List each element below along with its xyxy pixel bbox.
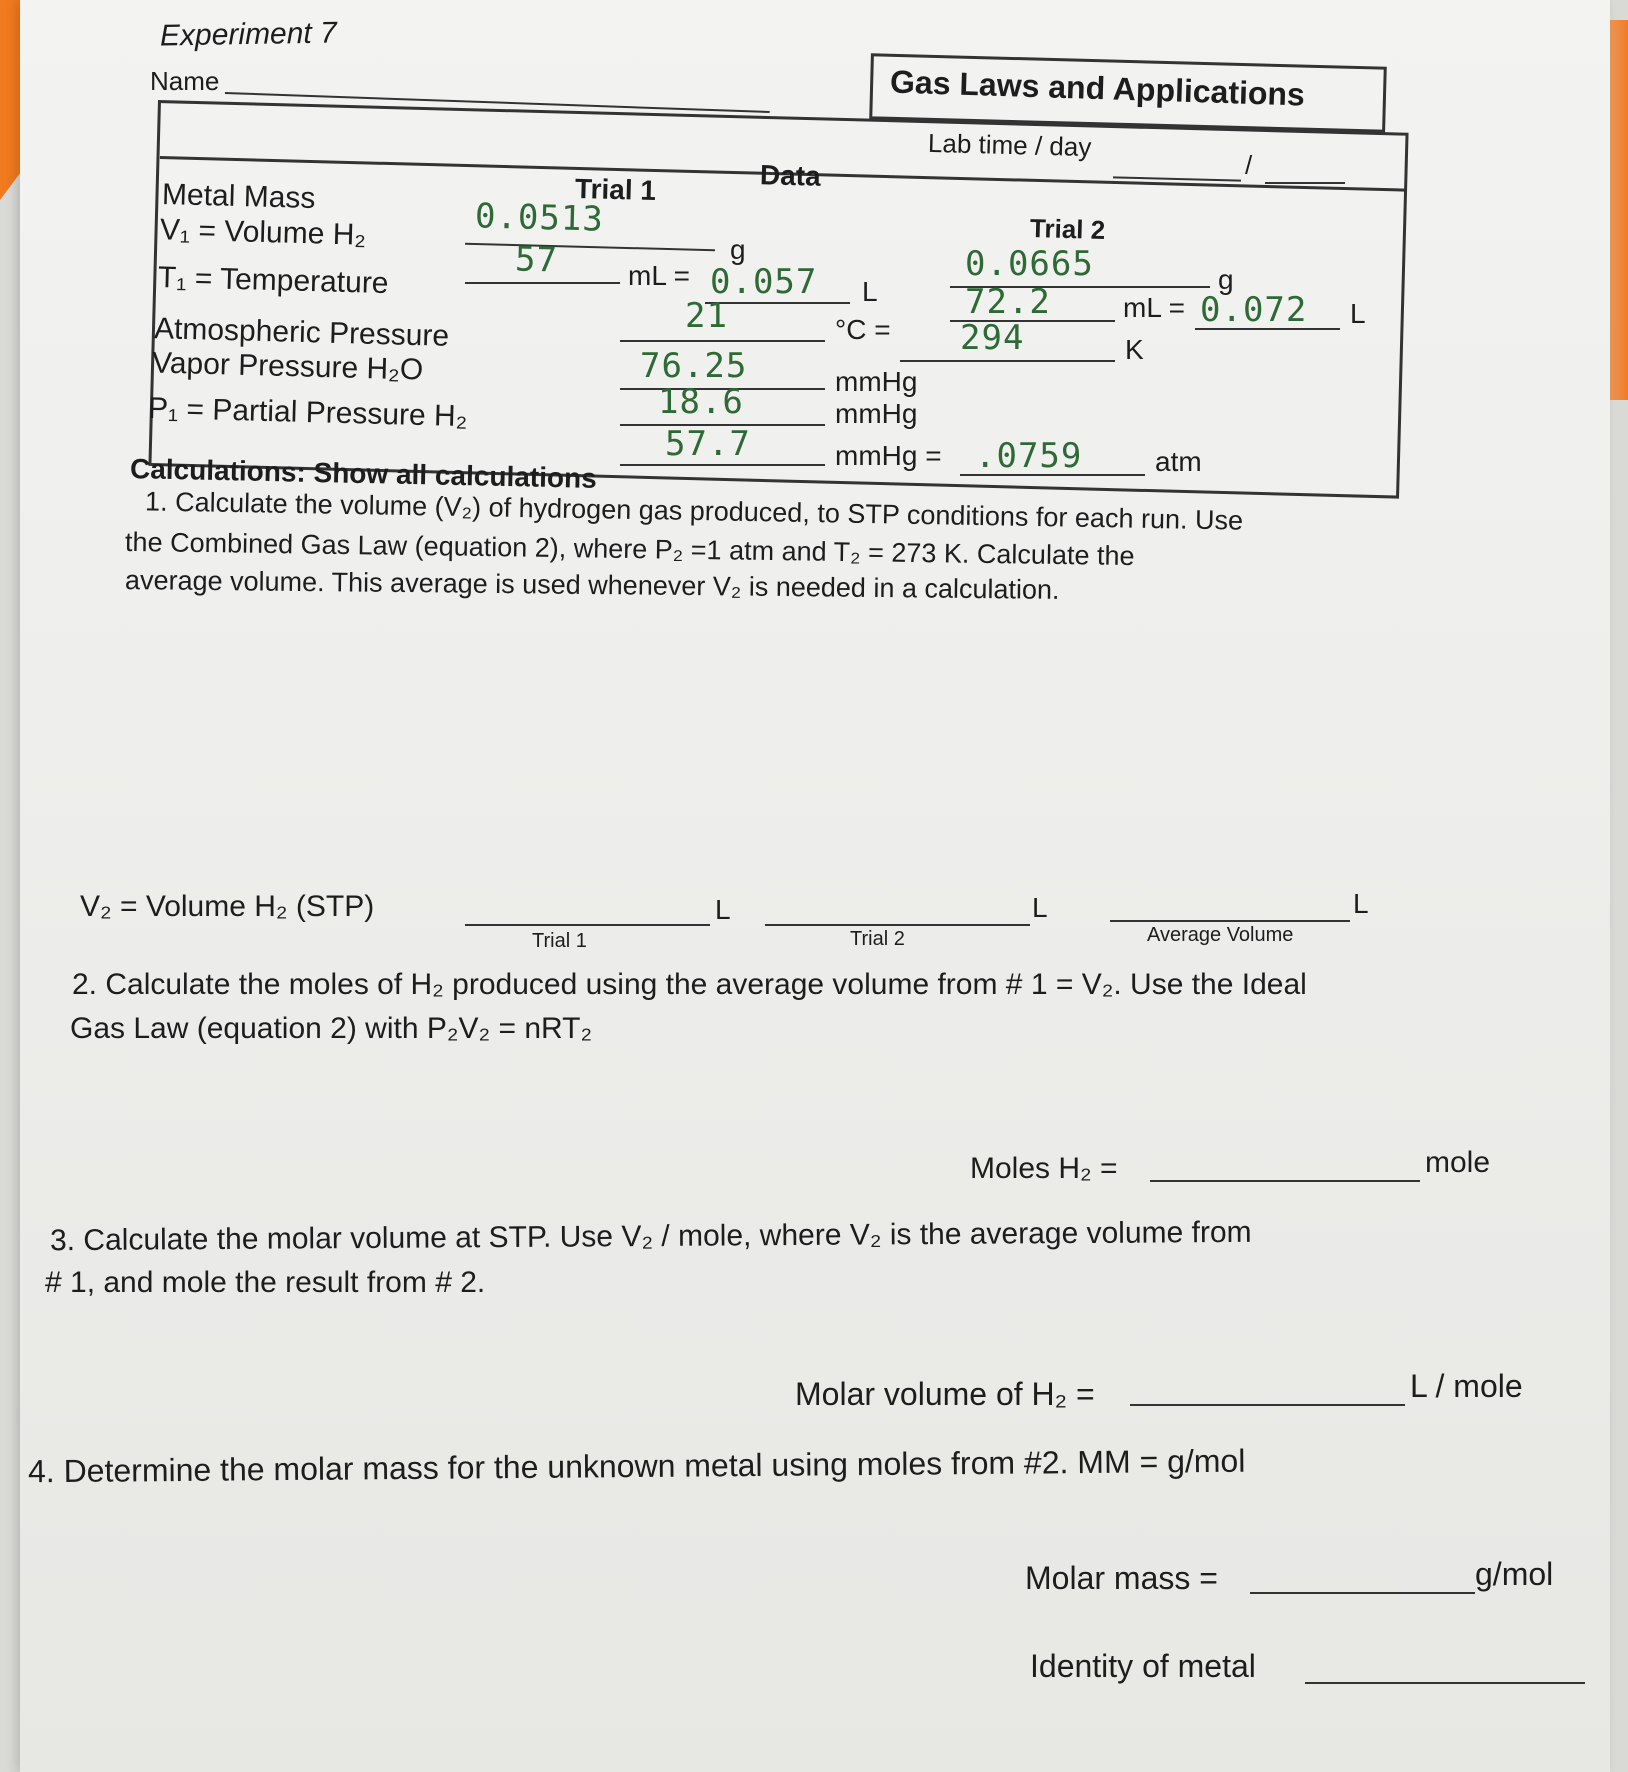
partial-pressure-label: P₁ = Partial Pressure H₂ — [147, 391, 468, 434]
molar-volume-label: Molar volume of H₂ = — [795, 1376, 1095, 1412]
trial2-ml-eq: mL = — [1123, 292, 1185, 323]
molar-mass-unit: g/mol — [1475, 1556, 1554, 1592]
atm-label: atm — [1155, 446, 1202, 477]
temperature-label: T₁ = Temperature — [157, 260, 389, 301]
v2-average-unit: L — [1353, 888, 1369, 919]
lab-time-separator: / — [1245, 150, 1253, 180]
metal-mass-label: Metal Mass — [161, 177, 316, 216]
v2-label: V₂ = Volume H₂ (STP) — [80, 890, 375, 923]
trial2-volume-l: 0.072 — [1200, 290, 1308, 330]
trial2-volume-l-field[interactable] — [1195, 328, 1340, 330]
q2-line1: 2. Calculate the moles of H₂ produced using the average volume from # 1 = V₂. Use the Ideal — [72, 968, 1307, 1001]
trial1-vapor-unit: mmHg — [835, 398, 918, 429]
atm-pressure-label: Atmospheric Pressure — [153, 312, 450, 353]
trial1-volume-ml: 57 — [514, 239, 559, 281]
q1-line3: average volume. This average is used whenever V₂ is needed in a calculation. — [124, 565, 1060, 605]
trial1-heading: Trial 1 — [574, 172, 657, 207]
v2-trial2-caption: Trial 2 — [850, 928, 905, 950]
page-title: Gas Laws and Applications — [889, 63, 1306, 113]
trial2-k-unit: K — [1125, 334, 1144, 365]
trial1-atm-value: 76.25 — [640, 346, 748, 386]
v2-average-caption: Average Volume — [1147, 924, 1294, 946]
trial1-partial-atm: .0759 — [975, 436, 1083, 476]
v2-trial1-caption: Trial 1 — [532, 930, 587, 952]
molar-mass-label: Molar mass = — [1025, 1560, 1218, 1596]
v2-average-field[interactable] — [1110, 920, 1350, 922]
trial1-mass-unit: g — [730, 234, 746, 265]
trial1-volume-ml-field[interactable] — [465, 282, 620, 284]
molar-volume-unit: L / mole — [1410, 1368, 1523, 1404]
moles-unit: mole — [1425, 1146, 1491, 1179]
trial1-ml-eq: mL = — [628, 260, 690, 291]
lab-time-label: Lab time / day — [927, 127, 1092, 163]
molar-mass-field[interactable] — [1250, 1592, 1475, 1594]
trial1-partial-eq: mmHg = — [835, 440, 942, 471]
q1-line2: the Combined Gas Law (equation 2), where P₂ =1 atm and T₂ = 273 K. Calculate the — [124, 526, 1135, 572]
identity-field[interactable] — [1305, 1682, 1585, 1684]
v2-trial1-unit: L — [715, 894, 731, 925]
trial2-heading: Trial 2 — [1029, 213, 1106, 245]
q2-line2: Gas Law (equation 2) with P₂V₂ = nRT₂ — [70, 1012, 593, 1045]
calculations-heading: Calculations: Show all calculations — [129, 453, 598, 494]
volume-label: V₁ = Volume H₂ — [159, 213, 367, 252]
name-label: Name — [150, 66, 220, 96]
trial2-volume-ml: 72.2 — [965, 282, 1051, 322]
moles-field[interactable] — [1150, 1180, 1420, 1182]
trial1-l-unit: L — [862, 276, 878, 307]
v2-trial2-unit: L — [1032, 892, 1048, 923]
trial1-temp-field[interactable] — [620, 340, 825, 342]
v2-trial1-field[interactable] — [465, 924, 710, 926]
trial1-c-eq: °C = — [835, 314, 891, 345]
moles-label: Moles H₂ = — [970, 1152, 1118, 1185]
trial1-atm-unit: mmHg — [835, 366, 918, 397]
trial2-temp-field[interactable] — [900, 360, 1115, 362]
trial1-partial-field[interactable] — [620, 464, 825, 466]
q4-line1: 4. Determine the molar mass for the unknown metal using moles from #2. MM = g/mol — [27, 1442, 1246, 1490]
q3-line1: 3. Calculate the molar volume at STP. Use V₂ / mole, where V₂ is the average volume from — [49, 1215, 1252, 1258]
trial1-partial-atm-field[interactable] — [960, 474, 1145, 476]
trial2-mass-unit: g — [1218, 264, 1234, 295]
data-heading: Data — [759, 159, 822, 192]
trial2-l-unit: L — [1350, 298, 1366, 329]
experiment-label: Experiment 7 — [159, 16, 338, 53]
worksheet-page — [20, 0, 1610, 1772]
q1-line1: 1. Calculate the volume (V₂) of hydrogen gas produced, to STP conditions for each run. Use — [144, 486, 1244, 536]
vapor-pressure-label: Vapor Pressure H₂O — [151, 346, 424, 387]
trial1-mass-value: 0.0513 — [474, 196, 605, 240]
v2-trial2-field[interactable] — [765, 924, 1030, 926]
molar-volume-field[interactable] — [1130, 1404, 1405, 1406]
trial2-temp-k: 294 — [960, 318, 1025, 358]
trial1-volume-l: 0.057 — [710, 262, 818, 302]
identity-label: Identity of metal — [1030, 1648, 1256, 1684]
q3-line2: # 1, and mole the result from # 2. — [45, 1266, 486, 1299]
trial1-partial-value: 57.7 — [665, 424, 751, 464]
trial1-temp-c: 21 — [685, 296, 728, 336]
trial2-mass-value: 0.0665 — [965, 244, 1094, 284]
trial1-vapor-value: 18.6 — [658, 382, 744, 422]
